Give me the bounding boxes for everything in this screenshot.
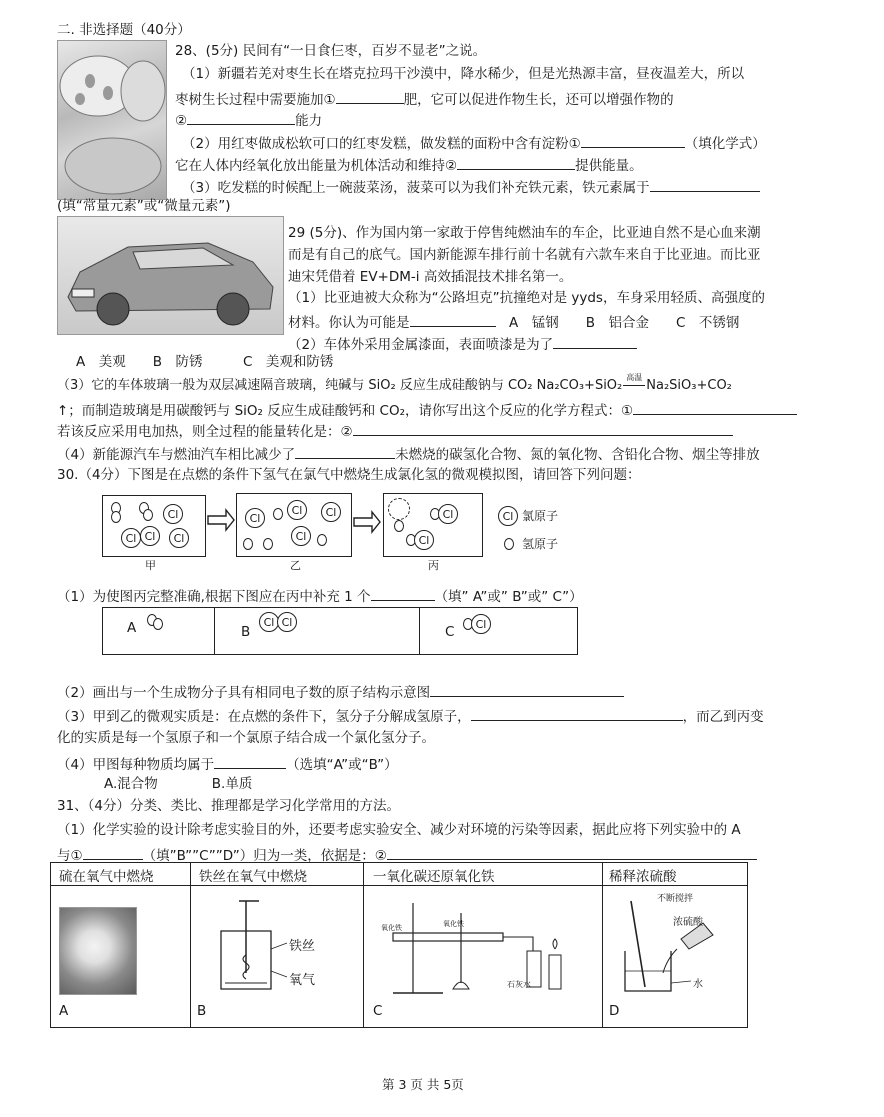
blank-30-1[interactable] [371,586,435,601]
q28-p3a: （3）吃发糕的时候配上一碗菠菜汤，菠菜可以为我们补充铁元素，铁元素属于 [182,177,760,197]
cell-letter-d: D [609,1003,620,1019]
h-atom [317,534,327,546]
q31-p1a: （1）化学实验的设计除考虑实验目的外，还要考虑实验安全、减少对环境的污染等因素，据此应将下列实验中的 A [57,822,741,838]
cell-letter-a: A [59,1003,69,1019]
q29-l10: 若该反应采用电加热，则全过程的能量转化是：② [57,421,733,441]
q28-p2b: 它在人体内经氧化放出能量为机体活动和维持② 提供能量。 [175,155,643,175]
cl-atom: Cl [277,612,297,632]
label-jia: 甲 [145,559,156,572]
q30-head: 30.（4分）下图是在点燃的条件下氢气在氯气中燃烧生成氯化氢的微观模拟图，请回答下列问题： [57,467,641,483]
tag-oxygen: 氧气 [289,973,316,988]
col-header-a: 硫在氧气中燃烧 [59,869,154,885]
q29-l1: 29 (5分)、作为国内第一家敢于停售纯燃油车的车企，比亚迪自然不是心血来潮 [288,225,761,241]
cell-letter-b: B [197,1003,207,1019]
tag-c-2: 氧化铁 [443,920,464,928]
tag-c-1: 氧化铁 [381,924,402,932]
divider [51,885,747,886]
q30-q3a: （3）甲到乙的微观实质是：在点燃的条件下，氢分子分解成氢原子， ，而乙到丙变 [57,706,764,726]
q29-l2: 而是有自己的底气。国内新能源车排行前十名就有六款车来自于比亚迪。而比亚 [288,247,761,263]
q28-head: 28、(5分) 民间有“一日食仨枣，百岁不显老”之说。 [175,43,487,59]
cl-atom: Cl [169,528,189,548]
q29-l4: （1）比亚迪被大众称为“公路坦克”抗撞绝对是 yyds，车身采用轻质、高强度的 [288,290,765,306]
q30-q1: （1）为使图丙完整准确,根据下图应在丙中补充 1 个 （填” A”或” B”或” C”） [57,586,583,606]
option-table [102,607,578,655]
blank-31-2[interactable] [387,845,757,860]
q28-p2a: （2）用红枣做成松软可口的红枣发糕，做发糕的面粉中含有淀粉① （填化学式） [182,133,766,153]
blank-30-3[interactable] [471,706,683,721]
q28-p1b: 枣树生长过程中需要施加① 肥，它可以促进作物生长，还可以增强作物的 [175,89,674,109]
blank-30-2[interactable] [430,682,624,697]
divider [363,863,364,1027]
blank-29-4[interactable] [353,421,733,436]
q29-l6: （2）车体外采用金属漆面，表面喷漆是为了 [288,334,637,354]
cl-atom: Cl [121,528,141,548]
col-header-c: 一氧化碳还原氧化铁 [373,869,495,885]
cl-atom: Cl [259,612,279,632]
q30-q4: （4）甲图每种物质均属于 （选填“A”或“B”） [57,754,398,774]
cell-letter-c: C [373,1003,383,1019]
q28-p3b: (填“常量元素”或“微量元素”) [57,198,231,214]
option-b-label[interactable]: B [241,624,251,640]
diagram-yi [236,493,352,557]
label-bing: 丙 [428,559,439,572]
divider [214,608,215,654]
q29-l7: A 美观 B 防锈 C 美观和防锈 [76,354,334,370]
q30-q3b: 化的实质是每一个氢原子和一个氯原子结合成一个氯化氢分子。 [57,730,435,746]
q30-q4-opts: A.混合物 B.单质 [104,776,253,792]
cl-atom: Cl [414,530,434,550]
q29-l11: （4）新能源汽车与燃油汽车相比减少了 未燃烧的碳氢化合物、氮的氧化物、含铅化合物、烟尘等排放 [57,444,760,464]
arrow-icon [206,508,236,532]
q29-l9: ↑；而制造玻璃是用碳酸钙与 SiO₂ 反应生成硅酸钙和 CO₂，请你写出这个反应的化学方程式：① [57,400,797,420]
label-yi: 乙 [290,559,301,572]
option-a-label[interactable]: A [127,620,137,636]
q29-l8: （3）它的车体玻璃一般为双层减速隔音玻璃，纯碱与 SiO₂ 反应生成硅酸钠与 CO₂ Na₂CO₃+SiO₂ 高温 Na₂SiO₃+CO₂ [57,373,732,393]
divider [419,608,420,654]
h-atom [143,509,153,521]
red-date-cake-photo [57,40,167,200]
diagram-jia [102,495,206,557]
legend-h-atom [504,538,514,550]
q28-p1c: ② 能力 [175,110,322,130]
blank-28-1[interactable] [336,89,404,104]
blank-28-4[interactable] [457,155,575,170]
cl-atom: Cl [291,526,311,546]
byd-car-photo [57,216,284,335]
sulfur-burning-photo [59,907,137,995]
cl-atom: Cl [245,508,265,528]
cl-atom: Cl [140,526,160,546]
q29-l5: 材料。你认为可能是 A 锰钢 B 铝合金 C 不锈钢 [288,312,739,332]
blank-30-4[interactable] [214,754,286,769]
h-atom [273,508,283,520]
legend-h-label: 氢原子 [522,537,559,551]
legend-cl-atom: Cl [498,506,518,526]
arrow-icon [352,510,382,534]
col-header-d: 稀释浓硫酸 [609,869,677,885]
blank-29-5[interactable] [295,444,395,459]
h-atom [394,520,404,532]
section-title: 二. 非选择题（40分） [57,22,191,38]
h-atom [263,538,273,550]
divider [190,863,191,1027]
q31-p1b: 与① （填”B””C””D”）归为一类，依据是：② [57,845,757,865]
cl-atom: Cl [163,504,183,524]
blank-28-3[interactable] [581,133,685,148]
missing-particle-placeholder [388,498,410,520]
blank-29-3[interactable] [633,400,797,415]
blank-28-2[interactable] [187,110,295,125]
h-atom [111,511,121,523]
co-reduction-apparatus [373,893,593,1003]
cl-atom: Cl [321,502,341,522]
blank-31-1[interactable] [83,845,143,860]
q30-q2: （2）画出与一个生成物分子具有相同电子数的原子结构示意图 [57,682,624,702]
q28-p1a: （1）新疆若羌对枣生长在塔克拉玛干沙漠中，降水稀少，但是光热源丰富，昼夜温差大，所以 [182,66,745,82]
h-atom [153,618,163,630]
diagram-bing [383,493,483,557]
divider [602,863,603,1027]
blank-28-5[interactable] [650,177,760,192]
tag-conc-acid: 浓硫酸 [673,917,703,928]
h-atom [243,538,253,550]
cl-atom: Cl [438,504,458,524]
option-c-label[interactable]: C [445,624,455,640]
cl-atom: Cl [471,614,491,634]
page-footer: 第 3 页 共 5页 [382,1077,464,1092]
blank-29-1[interactable] [410,312,496,327]
tag-water: 水 [693,979,703,990]
blank-29-2[interactable] [553,334,637,349]
legend-cl-label: 氯原子 [522,509,559,523]
tag-iron-wire: 铁丝 [289,939,316,954]
col-header-b: 铁丝在氧气中燃烧 [199,869,307,885]
q31-head: 31、（4分）分类、类比、推理都是学习化学常用的方法。 [57,798,401,814]
tag-limewater: 石灰水 [507,980,531,989]
experiment-table [50,862,748,1028]
tag-stir: 不断搅拌 [657,894,694,904]
q29-l3: 迪宋凭借着 EV+DM-i 高效插混技术排名第一。 [288,269,573,285]
dilute-sulfuric-acid-apparatus [611,891,741,1001]
cl-atom: Cl [287,500,307,520]
